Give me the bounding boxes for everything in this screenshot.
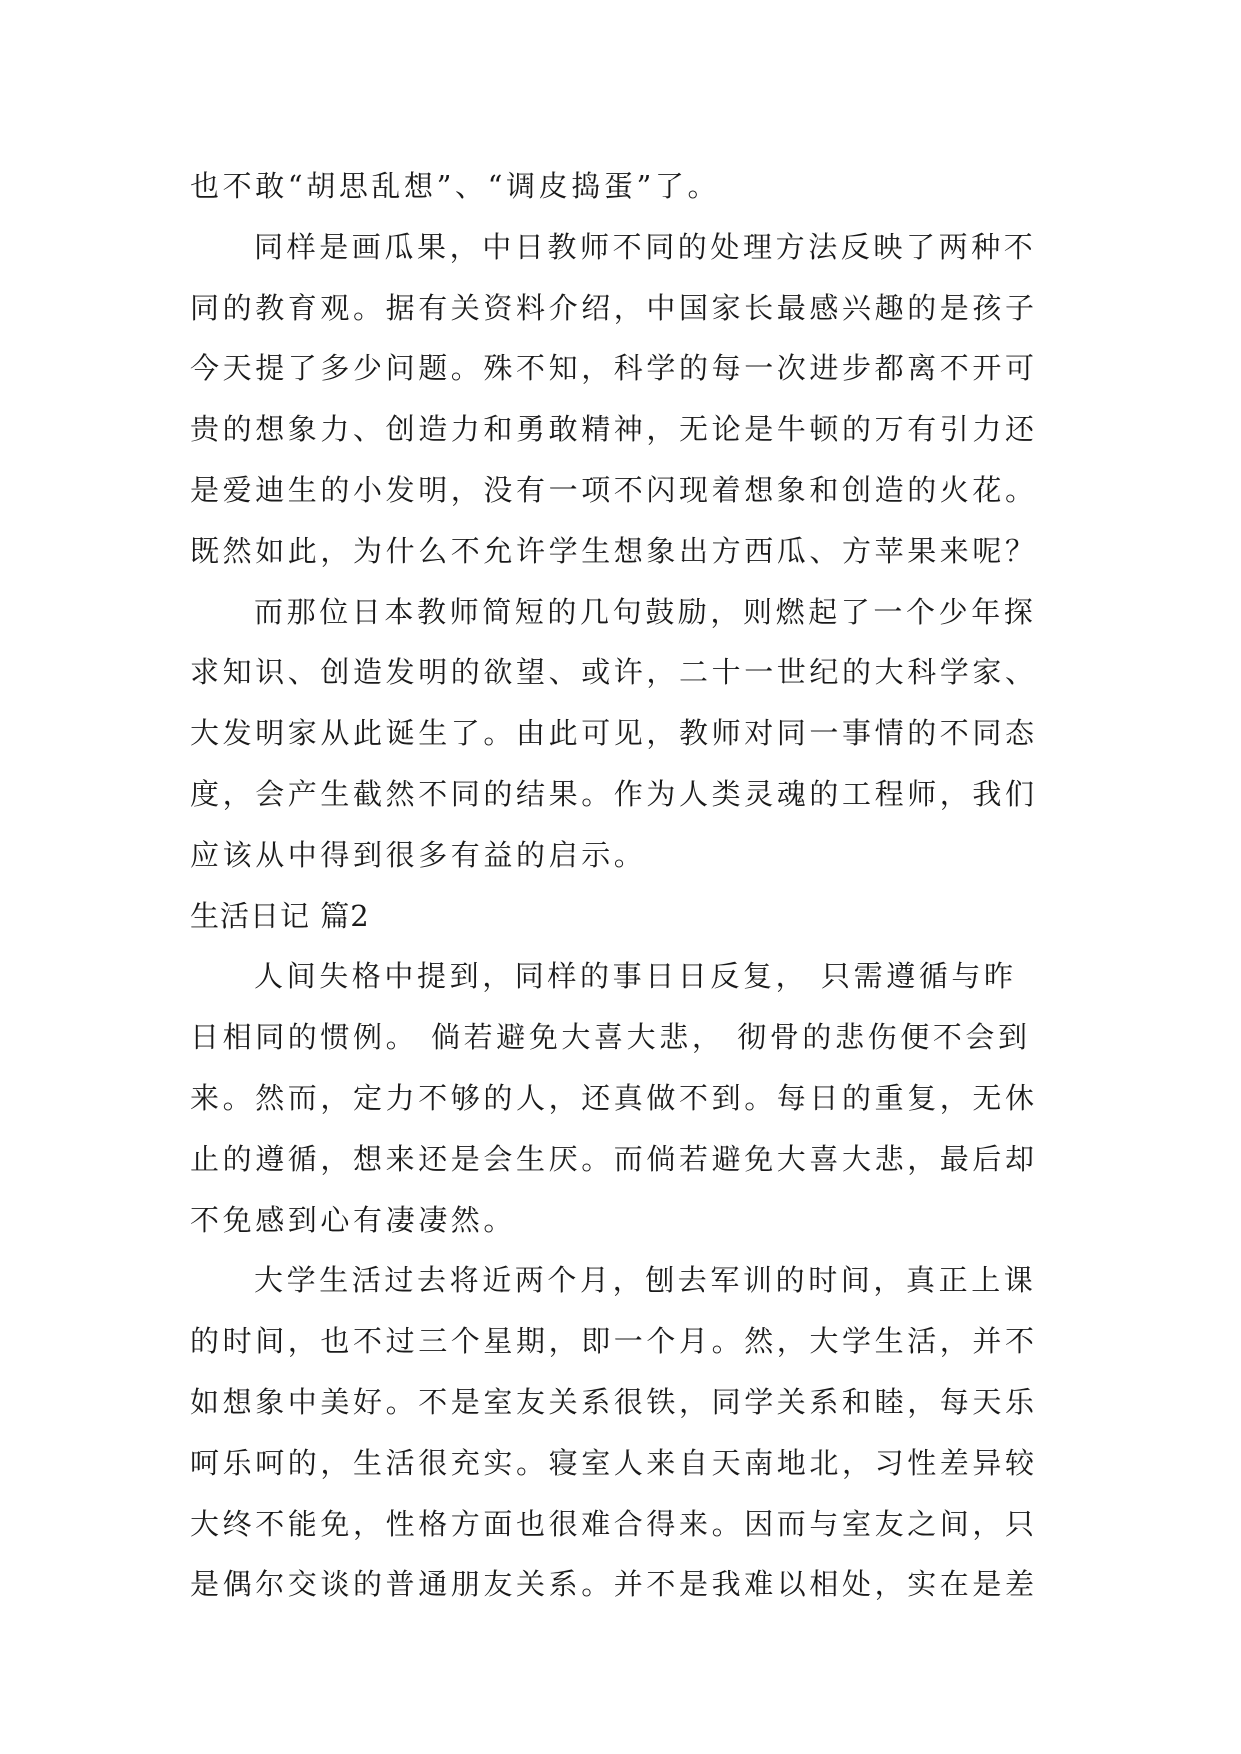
text-line: 度，会产生截然不同的结果。作为人类灵魂的工程师，我们	[190, 776, 1038, 811]
text-line: 人间失格中提到，同样的事日日反复， 只需遵循与昨	[254, 959, 1017, 994]
text-line: 也不敢“胡思乱想”、“调皮捣蛋”了。	[190, 169, 721, 203]
text-line: 今天提了多少问题。殊不知，科学的每一次进步都离不开可	[190, 351, 1038, 386]
text-line: 大终不能免，性格方面也很难合得来。因而与室友之间，只	[190, 1506, 1038, 1541]
text-line: 如想象中美好。不是室友关系很铁，同学关系和睦，每天乐	[190, 1384, 1038, 1419]
text-line: 而那位日本教师简短的几句鼓励，则燃起了一个少年探	[254, 594, 1037, 629]
text-line: 的时间，也不过三个星期，即一个月。然，大学生活，并不	[190, 1324, 1038, 1359]
text-line: 大发明家从此诞生了。由此可见，教师对同一事情的不同态	[190, 716, 1038, 751]
section-heading: 生活日记 篇2	[190, 898, 370, 933]
text-line: 同的教育观。据有关资料介绍，中国家长最感兴趣的是孩子	[190, 290, 1038, 325]
text-line: 求知识、创造发明的欲望、或许，二十一世纪的大科学家、	[190, 655, 1038, 690]
text-line: 是偶尔交谈的普通朋友关系。并不是我难以相处，实在是差	[190, 1567, 1038, 1602]
text-line: 贵的想象力、创造力和勇敢精神，无论是牛顿的万有引力还	[190, 412, 1038, 447]
text-line: 大学生活过去将近两个月，刨去军训的时间，真正上课	[254, 1263, 1037, 1298]
document-body	[190, 156, 1060, 1615]
text-line: 应该从中得到很多有益的启示。	[190, 837, 647, 872]
text-line: 止的遵循，想来还是会生厌。而倘若避免大喜大悲，最后却	[190, 1141, 1038, 1176]
text-line: 日相同的惯例。 倘若避免大喜大悲， 彻骨的悲伤便不会到	[190, 1020, 1031, 1055]
text-line: 同样是画瓜果，中日教师不同的处理方法反映了两种不	[254, 229, 1037, 264]
text-line: 是爱迪生的小发明，没有一项不闪现着想象和创造的火花。	[190, 472, 1038, 507]
text-line: 不免感到心有凄凄然。	[190, 1202, 517, 1237]
text-line: 呵乐呵的，生活很充实。寝室人来自天南地北，习性差异较	[190, 1445, 1038, 1480]
text-line: 既然如此，为什么不允许学生想象出方西瓜、方苹果来呢？	[190, 533, 1038, 568]
text-line: 来。然而，定力不够的人，还真做不到。每日的重复，无休	[190, 1080, 1038, 1115]
